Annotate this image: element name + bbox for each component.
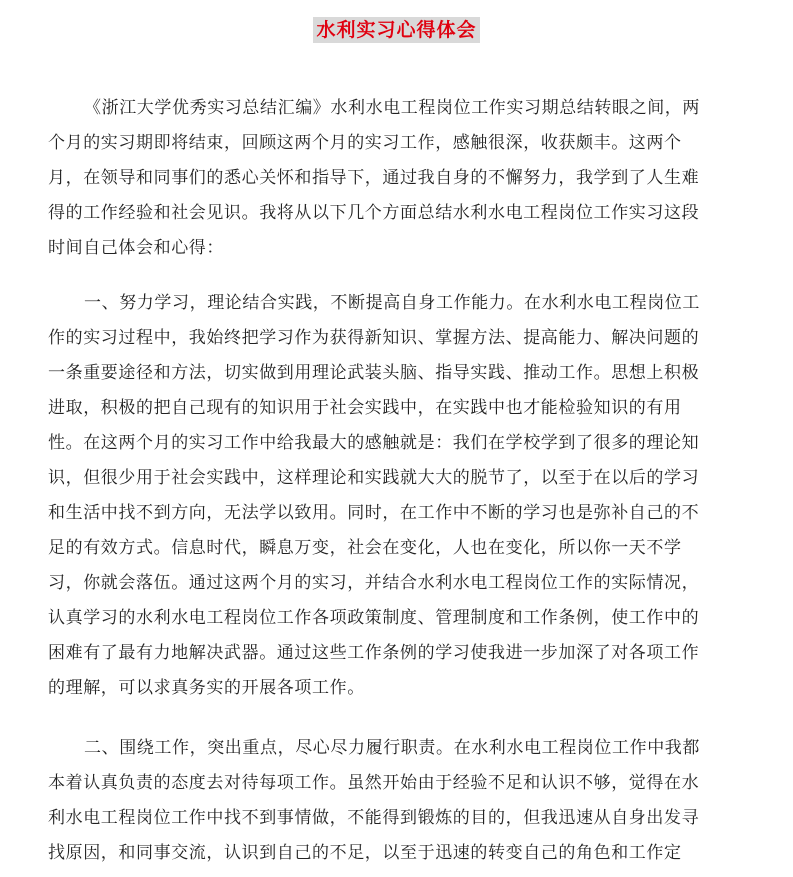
text-line: 二、围绕工作，突出重点，尽心尽力履行职责。在水利水电工程岗位工作中我都 [84,738,700,758]
text-line: 进取，积极的把自己现有的知识用于社会实践中，在实践中也才能检验知识的有用 [48,398,682,418]
text-line: 得的工作经验和社会见识。我将从以下几个方面总结水利水电工程岗位工作实习这段 [48,203,700,223]
text-line: 和生活中找不到方向，无法学以致用。同时，在工作中不断的学习也是弥补自己的不 [48,503,700,523]
text-line: 困难有了最有力地解决武器。通过这些工作条例的学习使我进一步加深了对各项工作 [48,643,700,663]
text-line: 月，在领导和同事们的悉心关怀和指导下，通过我自身的不懈努力，我学到了人生难 [48,168,700,188]
text-line: 作的实习过程中，我始终把学习作为获得新知识、掌握方法、提高能力、解决问题的 [48,328,700,348]
title-wrap [0,17,793,43]
text-line: 一条重要途径和方法，切实做到用理论武装头脑、指导实践、推动工作。思想上积极 [48,363,700,383]
text-line: 一、努力学习，理论结合实践，不断提高自身工作能力。在水利水电工程岗位工 [84,293,700,313]
text-line: 的理解，可以求真务实的开展各项工作。 [48,678,365,698]
text-line: 性。在这两个月的实习工作中给我最大的感触就是：我们在学校学到了很多的理论知 [48,433,700,453]
document-title: 水利实习心得体会 [313,17,479,43]
text-line: 找原因，和同事交流，认识到自己的不足，以至于迅速的转变自己的角色和工作定 [48,843,682,863]
paragraph-section-1 [48,286,748,706]
text-line: 时间自己体会和心得： [48,238,224,258]
text-line: 习，你就会落伍。通过这两个月的实习，并结合水利水电工程岗位工作的实际情况， [48,573,700,593]
text-line: 个月的实习期即将结束，回顾这两个月的实习工作，感触很深，收获颇丰。这两个 [48,133,682,153]
text-line: 《浙江大学优秀实习总结汇编》水利水电工程岗位工作实习期总结转眼之间，两 [84,98,700,118]
paragraph-intro [48,91,748,266]
text-line: 利水电工程岗位工作中找不到事情做，不能得到锻炼的目的，但我迅速从自身出发寻 [48,808,700,828]
text-line: 认真学习的水利水电工程岗位工作各项政策制度、管理制度和工作条例，使工作中的 [48,608,700,628]
text-line: 识，但很少用于社会实践中，这样理论和实践就大大的脱节了，以至于在以后的学习 [48,468,700,488]
paragraph-section-2 [48,731,748,871]
text-line: 本着认真负责的态度去对待每项工作。虽然开始由于经验不足和认识不够，觉得在水 [48,773,700,793]
text-line: 足的有效方式。信息时代，瞬息万变，社会在变化，人也在变化，所以你一天不学 [48,538,682,558]
